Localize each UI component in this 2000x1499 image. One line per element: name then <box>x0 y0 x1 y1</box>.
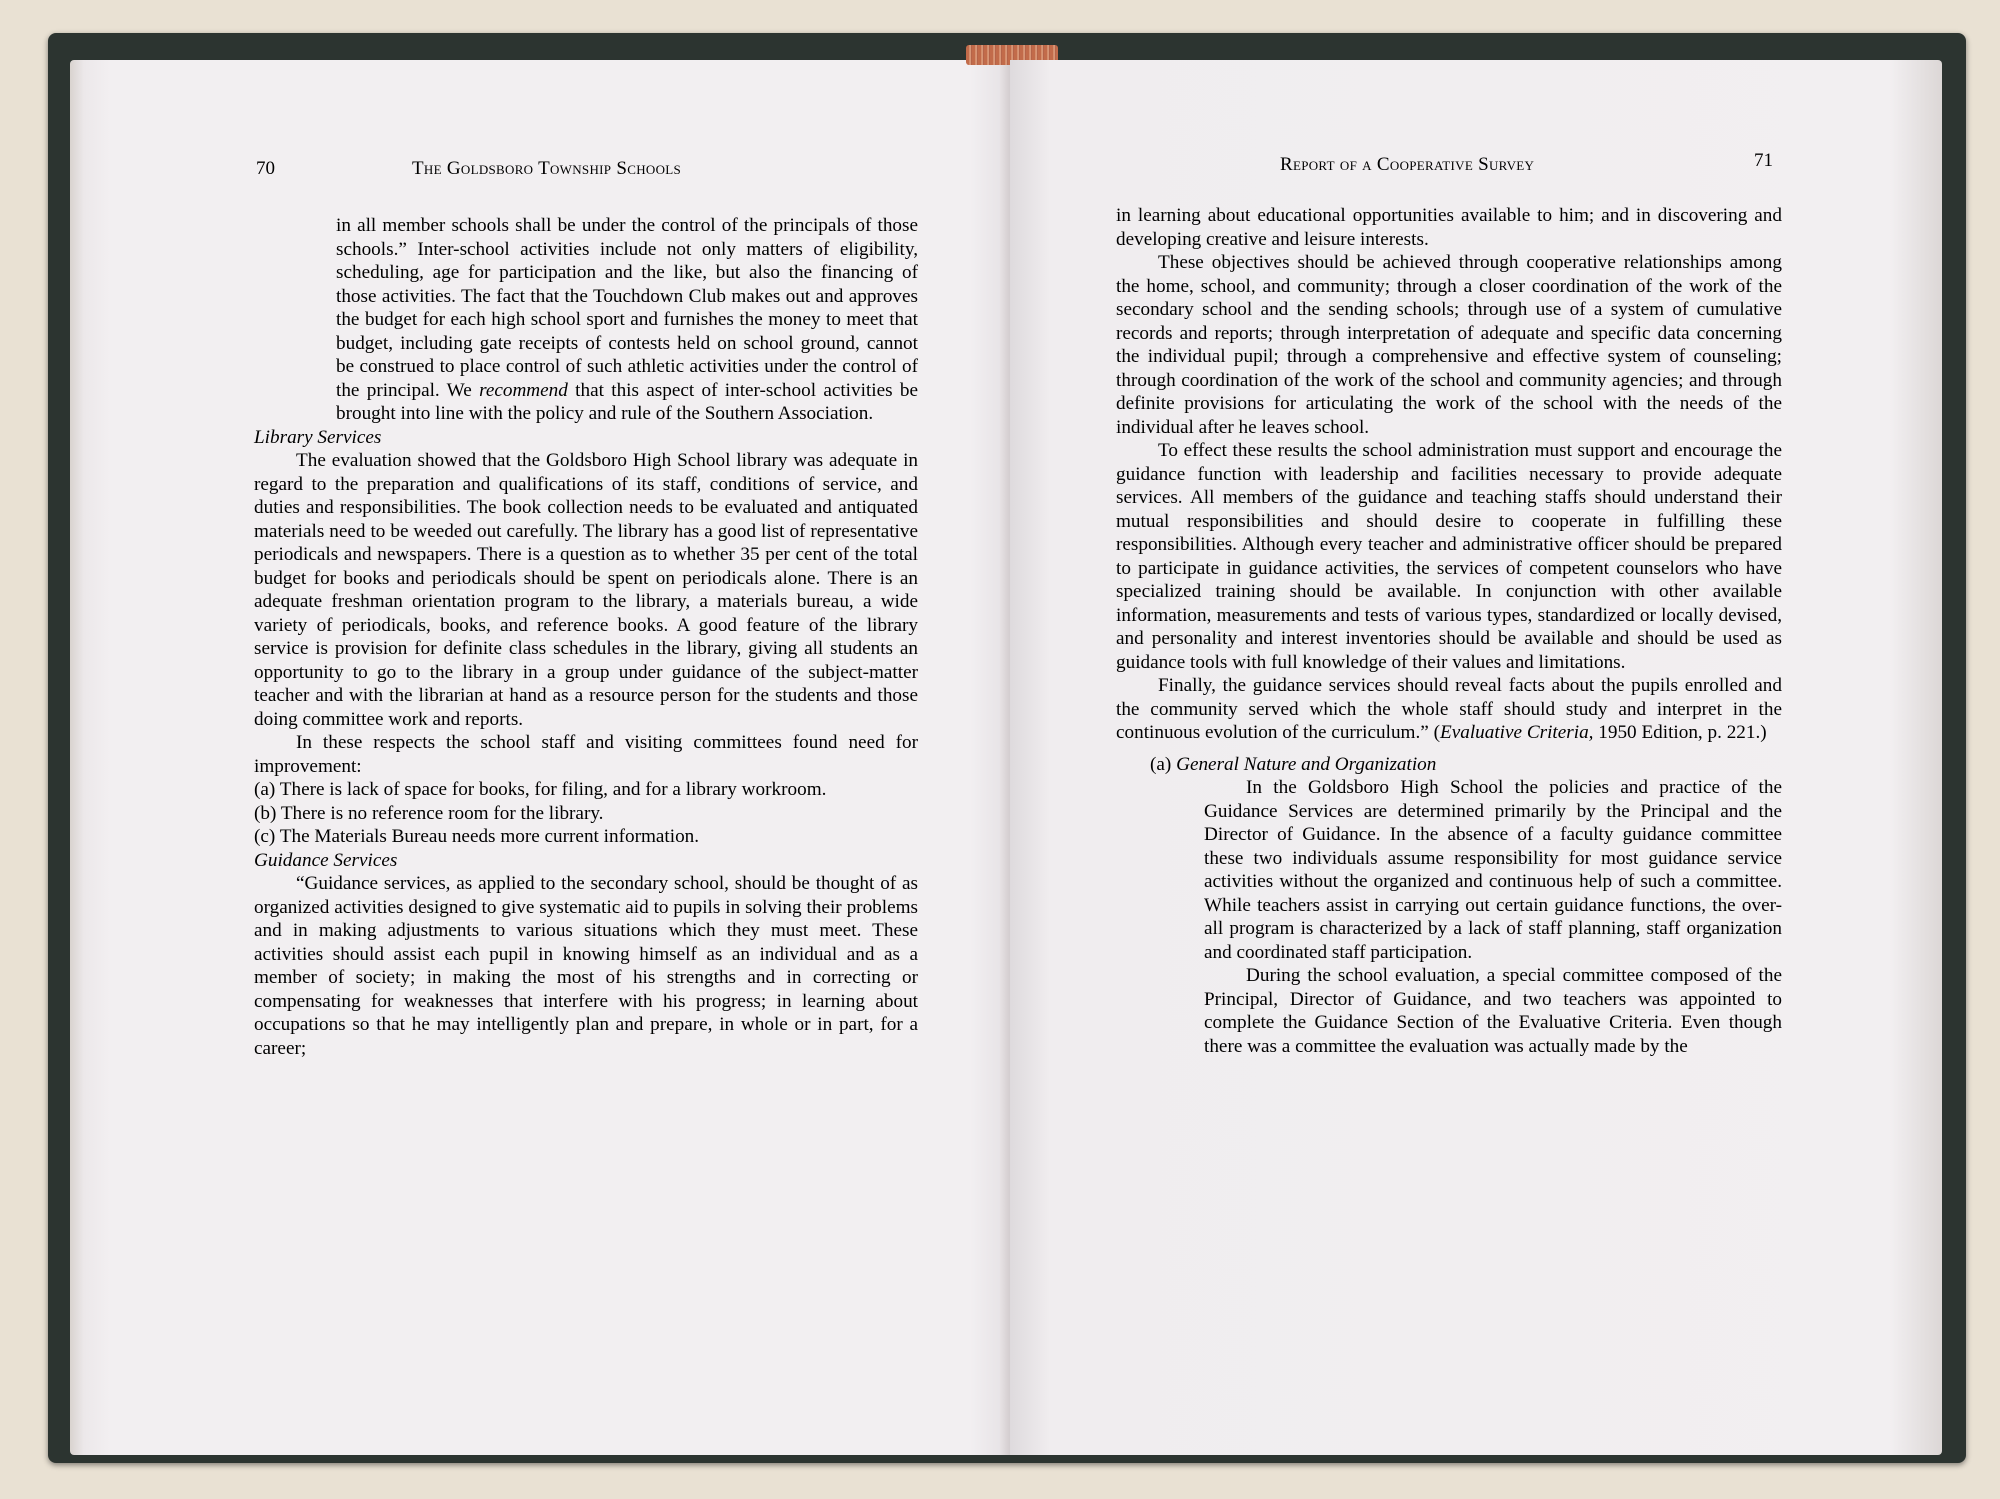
list-item: (b) There is no reference room for the library. <box>254 802 604 824</box>
left-page-body <box>254 214 918 1060</box>
left-running-head: The Goldsboro Township Schools <box>412 158 682 179</box>
list-item: (a) There is lack of space for books, for filing, and for a library workroom. <box>254 779 827 800</box>
guidance-services-heading: Guidance Services <box>254 849 398 871</box>
right-page-body <box>1116 204 1782 1058</box>
right-running-head: Report of a Cooperative Survey <box>1280 154 1535 175</box>
improvement-intro: In these respects the school staff and visiting committees found need for improvement: <box>254 732 918 777</box>
continued-paragraph: in learning about educational opportunities available to him; and in discovering and developing creative and leisure interests. <box>1116 205 1782 250</box>
hanging-paragraph: in all member schools shall be under the control of the principals of those schools.” Inter-school activities include not only matters of eligibility, scheduling, age for participation and the like, but also the financing of those activities. The fact that the Touchdown Club makes out and approves the budget for each high school sport and furnishes the money to meet that budget, including gate receipts of contests held on school ground, cannot be construed to place control of such athletic activities under the control of the principal. We recommend that this aspect of inter-school activities be brought into line with the policy and rule of the Southern Association. <box>336 215 918 424</box>
emphasis-recommend: recommend <box>479 379 568 401</box>
evaluation-paragraph: During the school evaluation, a special committee composed of the Principal, Director of Guidance, and two teachers was appointed to complete the Guidance Section of the Evaluative Criteria. Even though there was a committee the evaluation was actually made by the <box>1204 965 1782 1057</box>
left-page-number: 70 <box>256 158 275 179</box>
list-item: (c) The Materials Bureau needs more current information. <box>254 826 700 847</box>
organization-paragraph: In the Goldsboro High School the policies and practice of the Guidance Services are determined primarily by the Principal and the Director of Guidance. In the absence of a faculty guidance committee these two individuals assume responsibility for most guidance service activities without the organized and continuous help of such a committee. While teachers assist in carrying out certain guidance functions, the over-all program is characterized by a lack of staff planning, staff organization and coordinated staff participation. <box>1204 777 1782 963</box>
effect-paragraph: To effect these results the school administration must support and encourage the guidance function with leadership and facilities necessary to provide adequate services. All members of the guidance and teaching staffs should understand their mutual responsibilities and should desire to cooperate in fulfilling these responsibilities. Although every teacher and administrative officer should be prepared to participate in guidance activities, the services of competent counselors who have specialized training should be available. In conjunction with other available information, measurements and tests of various types, standardized or locally devised, and personality and interest inventories should be available and should be used as guidance tools with full knowledge of their values and limitations. <box>1116 440 1782 673</box>
guidance-paragraph: “Guidance services, as applied to the secondary school, should be thought of as organized activities designed to give systematic aid to pupils in solving their problems and in making adjustments to various situations which they must meet. These activities should assist each pupil in knowing himself as an individual and as a member of society; in making the most of his strengths and in correcting or compensating for weaknesses that interfere with his progress; in learning about occupations so that he may intelligently plan and prepare, in whole or in part, for a career; <box>254 873 918 1059</box>
library-paragraph: The evaluation showed that the Goldsboro High School library was adequate in regard to the preparation and qualifications of its staff, conditions of service, and duties and responsibilities. The book collection needs to be evaluated and antiquated materials need to be weeded out carefully. The library has a good list of representative periodicals and newspapers. There is a question as to whether 35 per cent of the total budget for books and periodicals should be spent on periodicals alone. There is an adequate freshman orientation program to the library, a materials bureau, a wide variety of periodicals, books, and reference books. A good feature of the library service is provision for definite class schedules in the library, giving all students an opportunity to go to the library in a group under guidance of the subject-matter teacher and with the librarian at hand as a resource person for the students and those doing committee work and reports. <box>254 450 918 730</box>
right-page-number: 71 <box>1754 150 1773 171</box>
citation-title: Evaluative Criteria, <box>1439 722 1594 743</box>
finally-paragraph: Finally, the guidance services should reveal facts about the pupils enrolled and the community served which the whole staff should study and interpret in the continuous evolution of the curriculum.” (Evaluative Criteria, 1950 Edition, p. 221.) <box>1116 675 1782 743</box>
library-services-heading: Library Services <box>254 426 382 448</box>
objectives-paragraph: These objectives should be achieved through cooperative relationships among the home, school, and community; through a closer coordination of the work of the secondary school and the sending schools; through use of a system of cumulative records and reports; through interpretation of adequate and specific data concerning the individual pupil; through a comprehensive and effective system of counseling; through coordination of the work of the school and community agencies; and through definite provisions for articulating the work of the school with the needs of the individual after he leaves school. <box>1116 252 1782 438</box>
subsection-heading: (a) General Nature and Organization <box>1150 753 1437 775</box>
